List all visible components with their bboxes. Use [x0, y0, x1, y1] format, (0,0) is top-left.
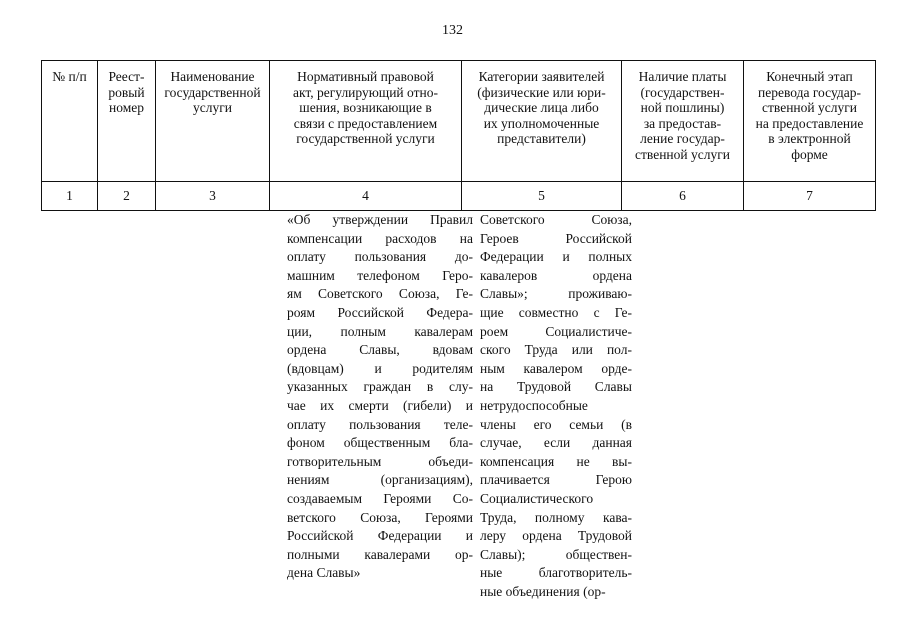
- text-line: оплату пользования до-: [287, 249, 473, 265]
- column-number: 4: [270, 182, 462, 211]
- header-text-line: Категории заявителей: [478, 69, 605, 84]
- text-line: кавалеров ордена: [480, 267, 632, 283]
- header-text-line: за предостав-: [643, 115, 722, 131]
- column-number: 6: [622, 182, 744, 211]
- header-text-line: связи с предоставлением: [293, 115, 438, 131]
- text-line: указанных граждан в слу-: [287, 379, 473, 395]
- text-line: ции, полным кавалерам: [287, 323, 473, 339]
- header-registry-number: [98, 61, 156, 182]
- header-text-line: их уполномоченные: [483, 115, 600, 131]
- header-row-number: [42, 61, 98, 182]
- header-text-line: на предоставление: [755, 115, 864, 131]
- header-text-line: государственной: [164, 84, 261, 100]
- text-line: Славы»; проживаю-: [480, 286, 632, 302]
- header-text-line: номер: [108, 100, 144, 115]
- text-line: ордена Славы, вдовам: [287, 342, 473, 358]
- header-text-line: акт, регулирующий отно-: [293, 84, 438, 100]
- header-text-line: Нормативный правовой: [297, 69, 434, 84]
- header-text-line: шения, возникающие в: [299, 100, 432, 115]
- text-line: ные благотворитель-: [480, 565, 632, 581]
- text-line: щие совместно с Ге-: [480, 304, 632, 320]
- text-line: плачивается Герою: [480, 472, 632, 488]
- text-line: леру ордена Трудовой: [480, 528, 632, 544]
- text-line: случае, если данная: [480, 435, 632, 451]
- header-electronic-stage: [744, 61, 876, 182]
- text-line: полными кавалерами ор-: [287, 546, 473, 562]
- table-header-row: [42, 61, 876, 182]
- text-line: чае их смерти (гибели) и: [287, 397, 473, 413]
- header-text-line: Наличие платы: [638, 69, 727, 84]
- header-text-line: ственной услуги: [635, 146, 730, 162]
- header-text-line: (государствен-: [640, 84, 725, 100]
- text-line: роем Социалистиче-: [480, 323, 632, 339]
- header-applicant-categories: [462, 61, 622, 182]
- text-line: нениям (организациям),: [287, 472, 473, 488]
- text-line: на Трудовой Славы: [480, 379, 632, 395]
- text-line: ям Советского Союза, Ге-: [287, 286, 473, 302]
- header-text-line: ление государ-: [640, 131, 725, 146]
- column-number: 1: [42, 182, 98, 211]
- column-number: 2: [98, 182, 156, 211]
- text-line: дена Славы»: [287, 565, 361, 581]
- header-text-line: услуги: [193, 100, 232, 115]
- text-line: Российской Федерации и: [287, 528, 473, 544]
- header-text-line: ной пошлины): [640, 100, 725, 115]
- header-legal-act: [270, 61, 462, 182]
- text-line: Славы); обществен-: [480, 546, 632, 562]
- text-line: создаваемым Героями Со-: [287, 490, 473, 506]
- services-registry-table: [41, 60, 876, 211]
- header-text-line: государственной услуги: [296, 131, 435, 146]
- text-line: Труда, полному кава-: [480, 509, 632, 525]
- header-text-line: перевода государ-: [758, 84, 861, 100]
- header-text-line: Конечный этап: [766, 69, 853, 84]
- header-text-line: ровый: [108, 84, 145, 100]
- text-line: (вдовцам) и родителям: [287, 360, 473, 376]
- text-line: роям Российской Федера-: [287, 304, 473, 320]
- text-line: машним телефоном Геро-: [287, 267, 473, 283]
- text-line: «Об утверждении Правил: [287, 212, 473, 227]
- text-line: ского Труда или пол-: [480, 342, 632, 358]
- header-text-line: дические лица либо: [484, 100, 599, 115]
- text-line: члены его семьи (в: [480, 416, 632, 432]
- column-number: 5: [462, 182, 622, 211]
- header-text-line: Реест-: [108, 69, 145, 84]
- text-line: компенсации расходов на: [287, 230, 473, 246]
- text-line: ветского Союза, Героями: [287, 509, 473, 525]
- text-line: Советского Союза,: [480, 212, 632, 227]
- text-line: оплату пользования теле-: [287, 416, 473, 432]
- header-fee: [622, 61, 744, 182]
- header-text-line: в электронной: [768, 131, 851, 146]
- text-line: ным кавалером орде-: [480, 360, 632, 376]
- column-number: 3: [156, 182, 270, 211]
- applicant-categories-continuation-text: [480, 211, 632, 601]
- legal-act-continuation-text: [287, 211, 473, 583]
- column-number: 7: [744, 182, 876, 211]
- column-number-row: [42, 182, 876, 211]
- text-line: нетрудоспособные: [480, 397, 588, 413]
- header-text-line: Наименование: [170, 69, 255, 84]
- text-line: Социалистического: [480, 490, 594, 506]
- text-line: Героев Российской: [480, 230, 632, 246]
- text-line: готворительным объеди-: [287, 453, 473, 469]
- header-text-line: ственной услуги: [762, 100, 857, 115]
- header-text-line: представители): [497, 131, 586, 146]
- header-text-line: № п/п: [52, 69, 87, 84]
- text-line: Федерации и полных: [480, 249, 632, 265]
- header-text-line: (физические или юри-: [477, 84, 606, 100]
- header-service-name: [156, 61, 270, 182]
- text-line: компенсация не вы-: [480, 453, 632, 469]
- header-text-line: форме: [791, 146, 828, 162]
- text-line: фоном общественным бла-: [287, 435, 473, 451]
- page-number: 132: [442, 23, 463, 38]
- text-line: ные объединения (ор-: [480, 583, 606, 599]
